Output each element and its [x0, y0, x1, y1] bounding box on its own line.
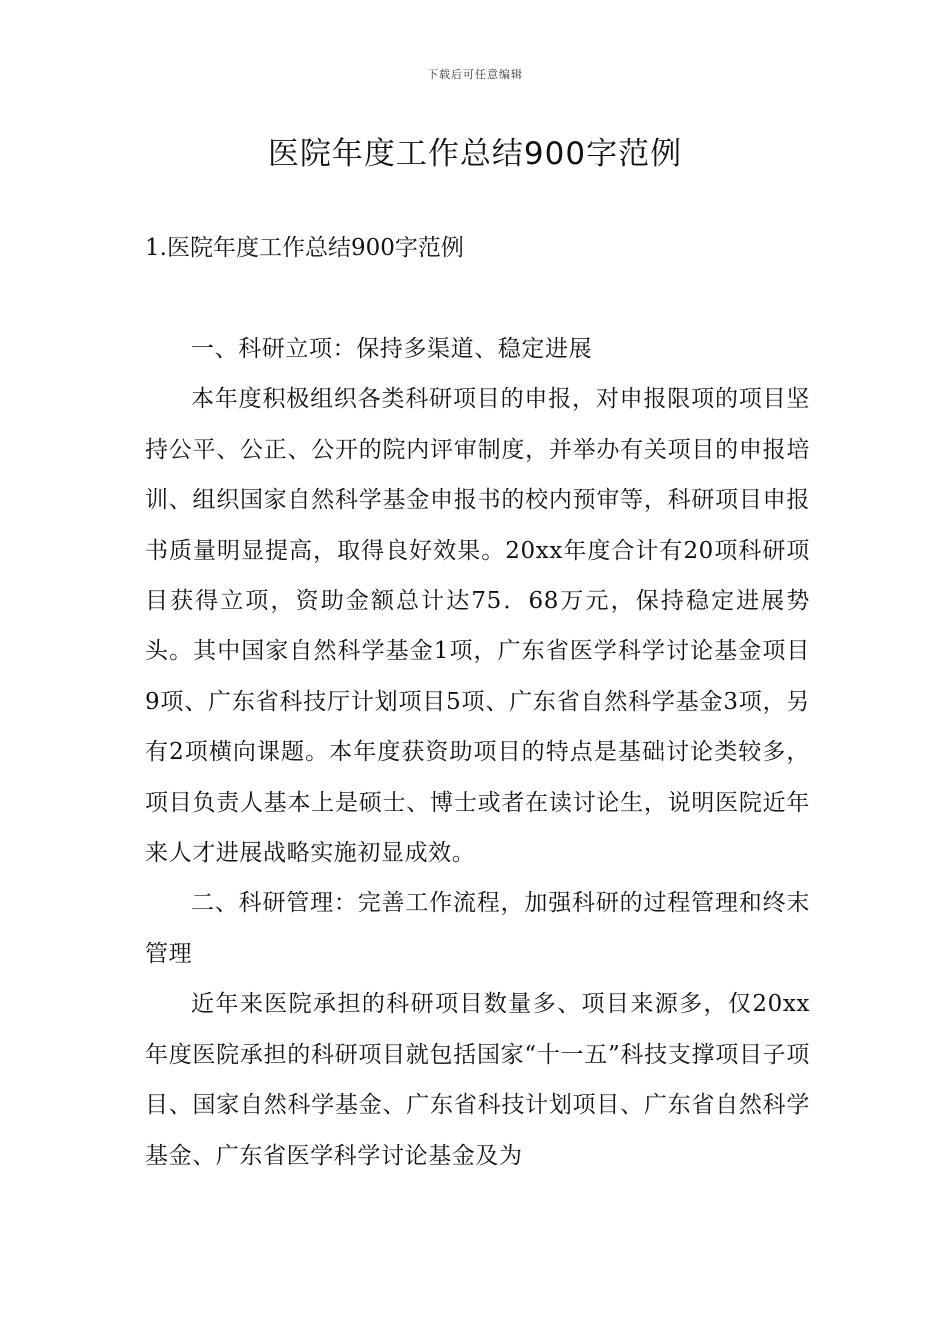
- paragraph: 本年度积极组织各类科研项目的申报，对申报限项的项目坚持公平、公正、公开的院内评审制度，并举办有关项目的申报培训、组织国家自然科学基金申报书的校内预审等，科研项目申报书质量明显提高，取得良好效果。20xx年度合计有20项科研项目获得立项，资助金额总计达75．68万元，保持稳定进展势头。其中国家自然科学基金1项，广东省医学科学讨论基金项目9项、广东省科技厅计划项目5项、广东省自然科学基金3项，另有2项横向课题。本年度获资助项目的特点是基础讨论类较多，项目负责人基本上是硕士、博士或者在读讨论生，说明医院近年来人才进展战略实施初显成效。: [145, 386, 810, 867]
- paragraph-heading-1: 一、科研立项：保持多渠道、稳定进展: [191, 336, 593, 362]
- section-heading: 1.医院年度工作总结900字范例: [145, 235, 464, 261]
- document-title: 医院年度工作总结900字范例: [267, 136, 683, 172]
- paragraph-heading-2: 二、科研管理：完善工作流程，加强科研的过程管理和终末管理: [145, 890, 810, 967]
- paragraph: 近年来医院承担的科研项目数量多、项目来源多，仅20xx年度医院承担的科研项目就包括国家“十一五”科技支撑项目子项目、国家自然科学基金、广东省科技计划项目、广东省自然科学基金、广东省医学科学讨论基金及为: [145, 991, 810, 1169]
- document-body: [145, 324, 810, 1181]
- header-note: 下载后可任意编辑: [427, 68, 523, 81]
